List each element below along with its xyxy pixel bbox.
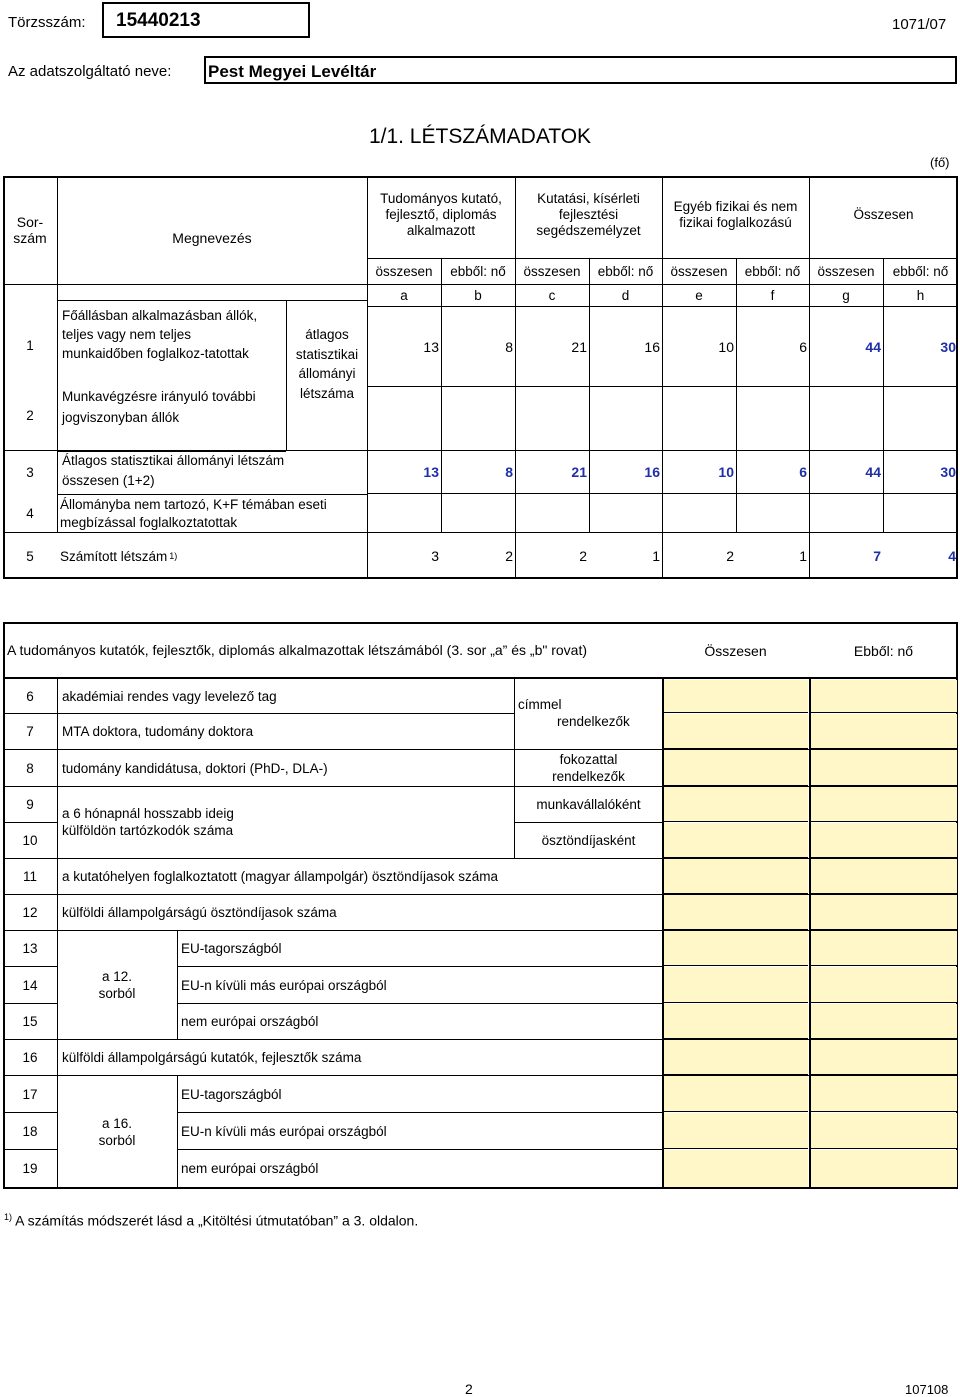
col-letter-h: h [916,288,925,303]
col-letter-a: a [400,288,408,303]
row-no-1: 1 [26,337,34,353]
group-assistants: Kutatási, kísérleti fejlesztési segédszemélyzet [536,191,641,238]
input-cell[interactable] [664,1004,808,1039]
fokozattal-text: fokozattal [559,752,618,767]
sub-total-g: összesen [817,264,875,279]
sub-total-e: összesen [670,264,728,279]
input-cell[interactable] [811,750,957,786]
provider-field[interactable] [204,56,957,84]
value-cell[interactable]: 2 [726,548,734,564]
input-cell[interactable] [811,680,957,713]
row-label-5-text: Számított létszám [60,548,168,564]
row-label-19: nem európai országból [181,1161,319,1176]
row-label-6: akadémiai rendes vagy levelező tag [62,689,277,704]
row-label-2: Munkavégzésre irányuló további jogviszonyban állók [62,389,256,425]
torzsszam-label: Törzsszám: [8,14,86,31]
fokozattal-rendelkezok: rendelkezők [552,769,625,784]
col-letter-d: d [621,288,630,303]
row-no-7: 7 [26,724,34,739]
value-cell[interactable]: 1 [652,548,660,564]
input-cell[interactable] [664,680,808,713]
row-label-16: külföldi állampolgárságú kutatók, fejlesztők száma [62,1050,362,1065]
osztondijas-label: ösztöndíjasként [541,833,636,848]
value-cell: 16 [644,464,660,480]
sub-total-a: összesen [375,264,433,279]
value-cell[interactable]: 10 [718,338,734,355]
row-no-12: 12 [22,905,38,920]
row-label-5-sup: 1) [169,551,178,561]
row-no-6: 6 [26,689,34,704]
col-total: Összesen [704,642,767,659]
page-title: 1/1. LÉTSZÁMADATOK [368,125,592,148]
cimmel-label: címmel [518,697,562,712]
sub-female-h: ebből: nő [892,264,949,279]
input-cell[interactable] [811,823,957,858]
col-letter-e: e [695,288,703,303]
value-cell: 44 [865,464,881,480]
value-cell: 6 [799,464,807,480]
row-no-18: 18 [22,1123,38,1139]
footnote [4,1212,418,1229]
row-no-19: 19 [22,1161,38,1176]
value-cell: 30 [940,338,956,355]
row-label-4: Állományba nem tartozó, K+F témában eseti megbízással foglalkoztatottak [60,497,327,530]
footnote-text: A számítás módszerét lásd a „Kitöltési útmutatóban” a 3. oldalon. [15,1212,419,1229]
value-cell[interactable]: 3 [431,548,439,564]
input-cell[interactable] [811,1076,957,1112]
footnote-sup: 1) [4,1212,13,1222]
row-no-10: 10 [22,833,38,848]
value-cell[interactable]: 1 [799,548,807,564]
input-cell[interactable] [664,1040,808,1075]
value-cell[interactable]: 6 [799,338,807,355]
input-cell[interactable] [811,1113,957,1149]
input-cell[interactable] [811,895,957,930]
provider-value: Pest Megyei Levéltár [208,62,377,81]
input-cell[interactable] [664,931,808,966]
value-cell[interactable]: 2 [579,548,587,564]
row-no-17: 17 [22,1086,38,1102]
input-cell[interactable] [664,859,808,894]
input-cell[interactable] [811,1150,957,1187]
input-cell[interactable] [811,931,957,966]
value-cell[interactable]: 8 [505,338,513,355]
col-sorszam: Sor- szám [13,214,47,246]
row-label-13: EU-tagországból [181,941,282,956]
value-cell: 13 [423,464,439,480]
value-cell[interactable]: 2 [505,548,513,564]
table2-header-label: A tudományos kutatók, fejlesztők, diplomás alkalmazottak létszámából (3. sor „a” és „b" rovat) [7,642,587,658]
row-label-7: MTA doktora, tudomány doktora [62,724,254,739]
input-cell[interactable] [811,859,957,894]
sub-female-f: ebből: nő [744,264,801,279]
row-label-12: külföldi állampolgárságú ösztöndíjasok száma [62,905,337,920]
value-cell: 4 [948,548,956,564]
row-label-17: EU-tagországból [181,1086,282,1102]
row-label-14: EU-n kívüli más európai országból [181,977,387,993]
sub-female-b: ebből: nő [450,264,506,279]
row-no-9: 9 [26,797,34,812]
fokozattal-label [515,751,662,785]
row-no-13: 13 [22,941,38,956]
row-no-15: 15 [22,1014,38,1029]
input-cell[interactable] [811,1004,957,1039]
input-cell[interactable] [811,787,957,822]
value-cell: 7 [873,548,881,564]
abroad-label: a 6 hónapnál hosszabb ideig külföldön tartózkodók száma [62,806,234,838]
input-cell[interactable] [811,967,957,1003]
unit-label: (fő) [930,155,950,170]
input-cell[interactable] [811,1040,957,1075]
value-cell: 8 [505,464,513,480]
value-cell: 21 [571,464,587,480]
row-no-2: 2 [26,407,34,423]
row-no-3: 3 [26,464,34,480]
row-no-16: 16 [22,1050,38,1065]
input-cell[interactable] [664,1150,808,1187]
value-cell: 30 [940,464,956,480]
input-cell[interactable] [664,1113,808,1149]
row-label-11: a kutatóhelyen foglalkoztatott (magyar állampolgár) ösztöndíjasok száma [62,869,498,884]
provider-label: Az adatszolgáltató neve: [8,63,172,80]
input-cell[interactable] [664,1076,808,1112]
input-cell[interactable] [664,750,808,786]
torzsszam-value: 15440213 [116,10,201,31]
row-no-4: 4 [26,505,34,521]
col-female: Ebből: nő [853,642,914,659]
group-other: Egyéb fizikai és nem fizikai foglalkozású [673,199,798,230]
sorbol-16: a 16. sorból [98,1116,136,1148]
value-cell: 10 [718,464,734,480]
input-cell[interactable] [664,967,808,1003]
value-cell: 44 [865,338,881,355]
input-cell[interactable] [811,714,957,749]
group-researchers: Tudományos kutató, fejlesztő, diplomás alkalmazott [380,191,502,238]
row-label-18: EU-n kívüli más európai országból [181,1123,387,1139]
col-megnevezes: Megnevezés [172,230,252,246]
footer-code: 107108 [905,1382,949,1397]
row-label-5 [60,533,360,579]
avg-label: átlagos statisztikai állományi létszáma [295,327,359,401]
col-letter-g: g [842,288,850,303]
sub-female-d: ebből: nő [597,264,654,279]
value-cell[interactable]: 21 [571,338,587,355]
row-no-11: 11 [22,869,37,884]
row-no-8: 8 [26,760,34,776]
form-code: 1071/07 [892,16,947,33]
value-cell[interactable]: 16 [644,338,660,355]
input-cell[interactable] [664,823,808,858]
torzsszam-field[interactable] [102,2,310,38]
input-cell[interactable] [664,787,808,822]
rendelkezok-label: rendelkezők [557,714,630,729]
munkavallalo-label: munkavállalóként [536,797,641,812]
value-cell[interactable]: 13 [423,338,439,355]
col-letter-b: b [474,288,482,303]
row-label-1: Főállásban alkalmazásban állók, teljes vagy nem teljes munkaidőben foglalkoz-tatottak [62,308,258,361]
group-total: Összesen [853,207,914,222]
page-number: 2 [465,1381,473,1397]
row-label-15: nem európai országból [181,1014,319,1029]
col-letter-f: f [770,288,775,303]
sorbol-12: a 12. sorból [98,969,136,1001]
input-cell[interactable] [664,714,808,749]
input-cell[interactable] [664,895,808,930]
row-label-3: Átlagos statisztikai állományi létszám összesen (1+2) [62,453,285,488]
col-letter-c: c [548,288,556,303]
row-no-5: 5 [26,548,34,564]
row-label-8: tudomány kandidátusa, doktori (PhD-, DLA-) [62,760,328,776]
row-no-14: 14 [22,977,38,993]
sub-total-c: összesen [523,264,581,279]
